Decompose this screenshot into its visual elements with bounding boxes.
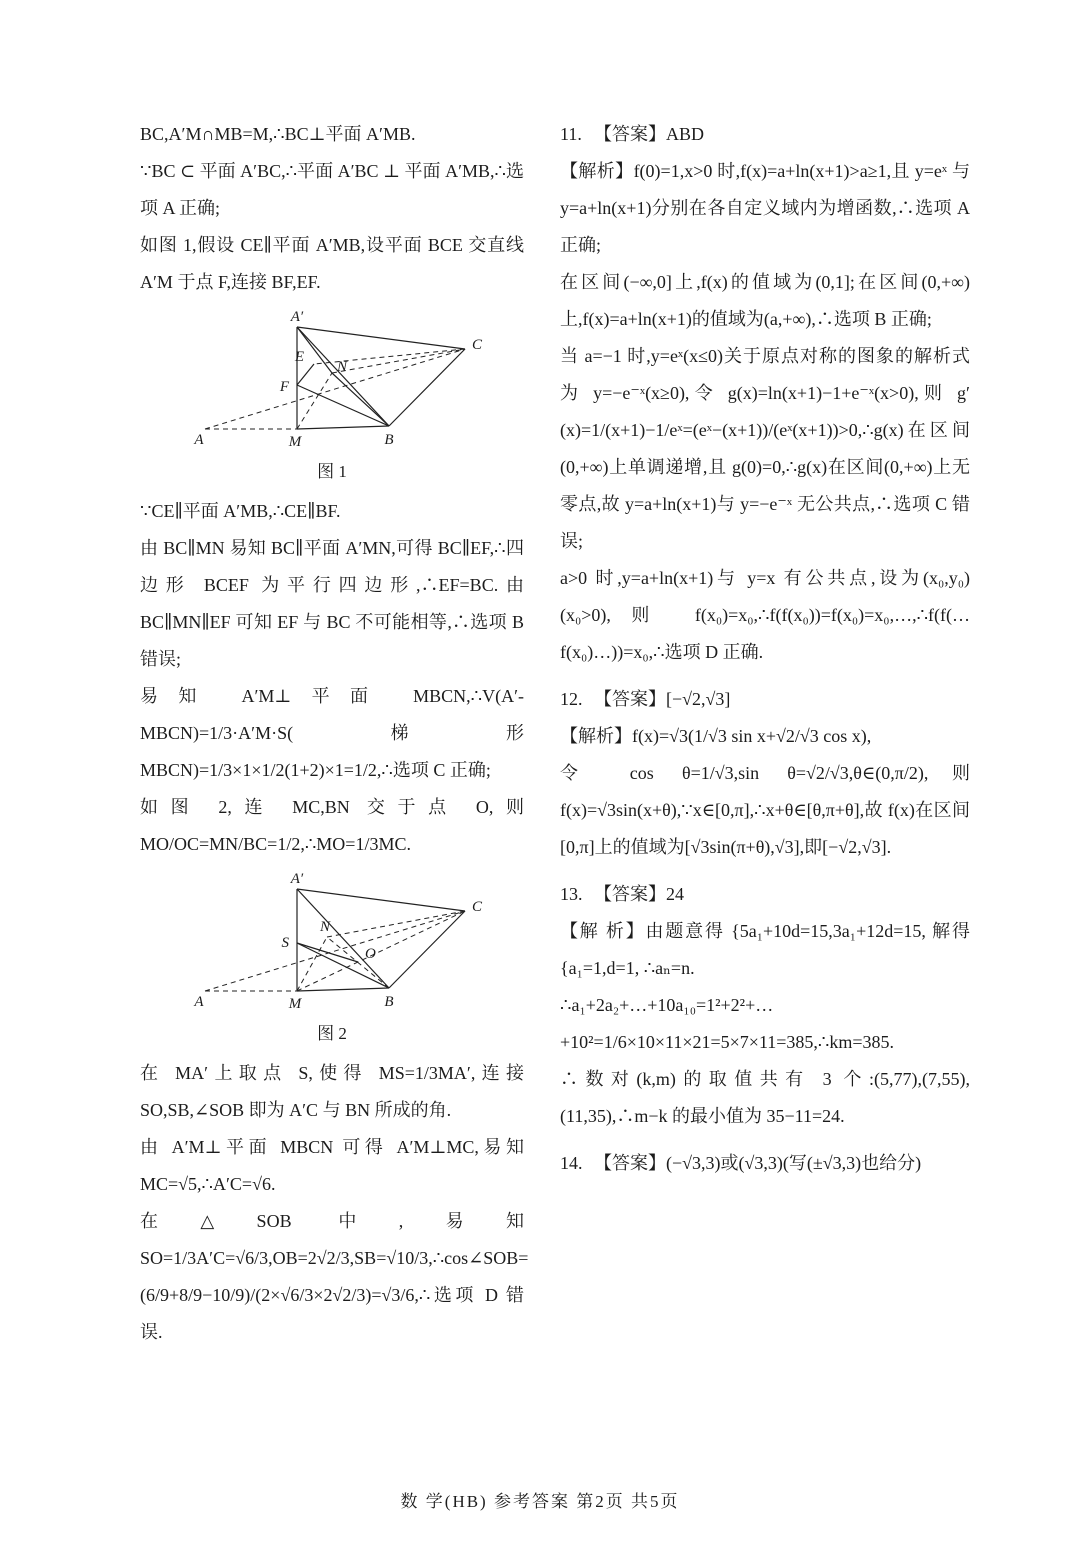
item-answer: 【答案】(−√3,3)或(√3,3)(写(±√3,3)也给分) [594,1153,922,1173]
solution-paragraph: 在 MA′上取点 S,使得 MS=1/3MA′,连接 SO,SB,∠SOB 即为 A′C 与 BN 所成的角. [140,1063,524,1120]
answer-line [560,116,970,153]
vertex-label-n: N [337,359,348,375]
vertex-label-a-prime: A′ [290,309,304,325]
vertex-label-a: A [194,432,204,448]
vertex-label-c: C [472,899,483,915]
item-analysis: 令 cos θ=1/√3,sin θ=√2/√3,θ∈(0,π/2),则 f(x)=√3sin(x+θ),∵x∈[0,π],∴x+θ∈[θ,π+θ],故 f(x)在区间[0,π]上的值域为[√3sin(π+θ),√3],即[−√2,√3]. [560,763,970,857]
solution-paragraph: 如图 1,假设 CE∥平面 A′MB,设平面 BCE 交直线 A′M 于点 F,连接 BF,EF. [140,235,524,292]
answer-item-13 [560,876,970,1135]
answer-item-14 [560,1145,970,1182]
solution-paragraph: 在△SOB 中,易知 SO=1/3A′C=√6/3,OB=2√2/3,SB=√10/3,∴cos∠SOB=(6/9+8/9−10/9)/(2×√6/3×2√2/3)=√3/6,∴选项 D 错误. [140,1211,529,1342]
figure-1-diagram [177,309,487,457]
figure-2 [140,871,524,1049]
solution-paragraph: ∵CE∥平面 A′MB,∴CE∥BF. [140,501,341,521]
item-answer: 【答案】ABD [594,124,705,144]
item-analysis: ∴a₁+2a₂+…+10a₁₀=1²+2²+…+10²=1/6×10×11×21=5×7×11=385,∴km=385. [560,995,895,1052]
vertex-label-o: O [365,946,376,962]
item-analysis: 【解 析】由题意得 {5a₁+10d=15,3a₁+12d=15, 解得 {a₁=1,d=1, ∴aₙ=n. [560,921,970,978]
vertex-label-s: S [281,935,289,951]
left-column [140,116,529,1351]
item-number: 14. [560,1153,583,1173]
figure-1-caption: 图 1 [317,462,347,481]
solution-paragraph: 如图 2,连 MC,BN 交于点 O,则 MO/OC=MN/BC=1/2,∴MO=1/3MC. [140,797,524,854]
vertex-label-b: B [384,432,394,448]
item-analysis: 【解析】f(0)=1,x>0 时,f(x)=a+ln(x+1)>a≥1,且 y=eˣ 与 y=a+ln(x+1)分别在各自定义域内为增函数,∴选项 A 正确; [560,161,970,255]
answer-line [560,1145,970,1182]
vertex-label-a: A [194,994,204,1010]
vertex-label-b: B [384,994,394,1010]
vertex-label-m: M [288,996,302,1012]
vertex-label-e: E [294,349,304,365]
item-number: 11. [560,124,582,144]
vertex-label-m: M [288,434,302,450]
answer-line [560,876,970,913]
item-number: 12. [560,689,583,709]
solution-paragraph: ∵BC ⊂ 平面 A′BC,∴平面 A′BC ⊥ 平面 A′MB,∴选项 A 正确; [140,161,524,218]
vertex-label-n: N [319,919,331,935]
page-footer: 数 学(HB) 参考答案 第2页 共5页 [400,1492,680,1511]
answer-item-11 [560,116,970,671]
item-analysis: a>0 时,y=a+ln(x+1)与 y=x 有公共点,设为(x₀,y₀)(x₀>0),则 f(x₀)=x₀,∴f(f(x₀))=f(x₀)=x₀,…,∴f(f(…f(x₀)…))=x₀,∴选项 D 正确. [560,568,970,662]
item-analysis: ∴数对(k,m)的取值共有 3 个:(5,77),(7,55),(11,35),∴m−k 的最小值为 35−11=24. [560,1069,970,1126]
figure-2-caption: 图 2 [317,1024,347,1043]
solution-paragraph: BC,A′M∩MB=M,∴BC⊥平面 A′MB. [140,124,416,144]
answer-line [560,681,970,718]
item-analysis: 在区间(−∞,0]上,f(x)的值域为(0,1];在区间(0,+∞)上,f(x)=a+ln(x+1)的值域为(a,+∞),∴选项 B 正确; [560,272,970,329]
item-number: 13. [560,884,583,904]
solution-paragraph: 由 A′M⊥平面 MBCN 可得 A′M⊥MC,易知 MC=√5,∴A′C=√6. [140,1137,524,1194]
item-analysis: 当 a=−1 时,y=eˣ(x≤0)关于原点对称的图象的解析式为 y=−e⁻ˣ(x≥0),令 g(x)=ln(x+1)−1+e⁻ˣ(x>0),则 g′(x)=1/(x+1)−1/eˣ=(eˣ−(x+1))/(eˣ(x+1))>0,∴g(x)在区间(0,+∞)上单调递增,且 g(0)=0,∴g(x)在区间(0,+∞)上无零点,故 y=a+ln(x+1)与 y=−e⁻ˣ 无公共点,∴选项 C 错误; [560,346,970,551]
vertex-label-a-prime: A′ [290,871,304,887]
solution-paragraph: 由 BC∥MN 易知 BC∥平面 A′MN,可得 BC∥EF,∴四边形 BCEF 为平行四边形,∴EF=BC.由 BC∥MN∥EF 可知 EF 与 BC 不可能相等,∴选项 B 错误; [140,538,524,669]
item-analysis: 【解析】f(x)=√3(1/√3 sin x+√2/√3 cos x), [560,726,872,746]
item-answer: 【答案】24 [594,884,684,904]
answer-item-12 [560,681,970,866]
solution-paragraph: 易知 A′M⊥平面 MBCN,∴V(A′-MBCN)=1/3·A′M·S(梯形MBCN)=1/3×1×1/2(1+2)×1=1/2,∴选项 C 正确; [140,686,524,780]
figure-1 [140,309,524,487]
right-column [560,116,970,1351]
vertex-label-c: C [472,337,483,353]
item-answer: 【答案】[−√2,√3] [594,689,731,709]
vertex-label-f: F [279,379,289,395]
figure-2-diagram [177,871,487,1019]
